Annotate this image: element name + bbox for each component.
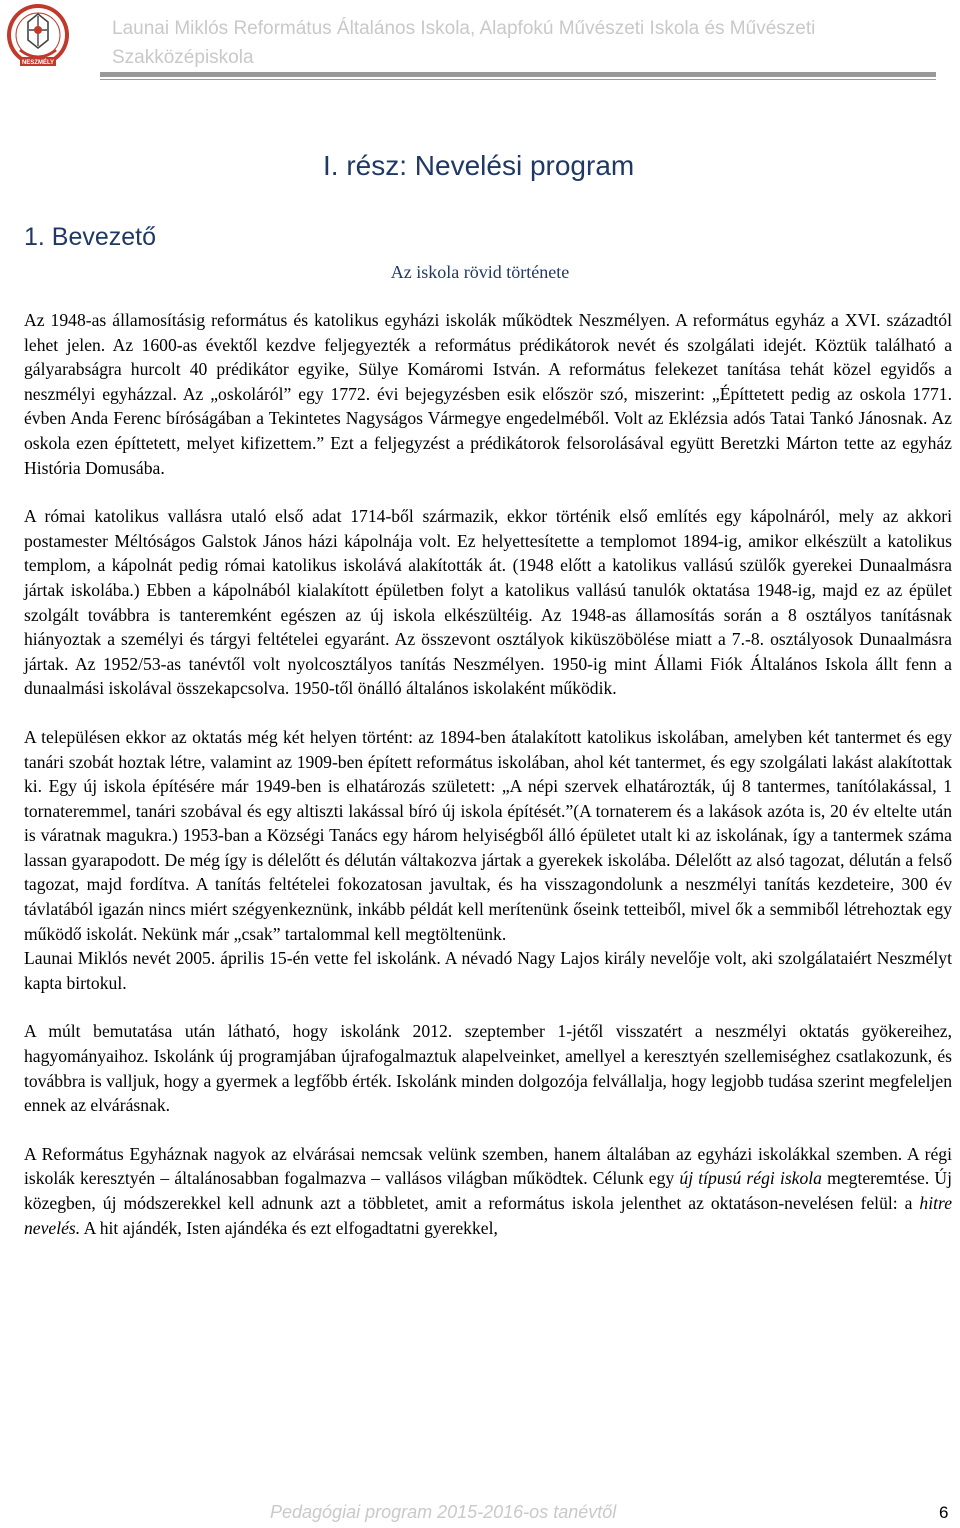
paragraph: Az 1948-as államosításig református és katolikus egyházi iskolák működtek Neszmélyen. A református egyház a XVI. századtól lehet jelen. Az 1600-as évektől kezdve feljegyezték a református prédikátorok nevét és szolgálati idejét. Köztük található a gályarabságra hurcolt 40 prédikátor egyike, Sülye Komáromi István. A református felekezet tanítása tehát közel egyidős a neszmélyi egyházzal. Az „oskoláról” egy 1772. évi bejegyzésben esik először szó, miszerint: „Építtetett pedig az oskola 1771. évben Anda Ferenc bíróságában a Tekintetes Nagyságos Vármegye engedelméből. Volt az Eklézsia adós Tatai Tankó Jánosnak. Az oskola ezen építtetett, melyet kifizettem.” Ezt a feljegyzést a prédikátorok felsorolásával együtt Beretzki Márton tette az egyház História Domusába. [24,310,952,478]
page-number: 6 [939,1503,949,1522]
paragraph: Launai Miklós nevét 2005. április 15-én vette fel iskolánk. A névadó Nagy Lajos király nevelője volt, aki szolgálataiért Neszmélyt kapta birtokul. [24,948,952,993]
page-header [0,0,960,82]
section-title: 1. Bevezető [24,223,157,251]
footer-text: Pedagógiai program 2015-2016-os tanévtől [270,1502,617,1522]
body-text [24,284,952,1264]
svg-text:NESZMÉLY: NESZMÉLY [21,60,55,66]
paragraph: A római katolikus vallásra utaló első adat 1714-ből származik, ekkor történik első említés egy kápolnáról, mely az akkori postamester Méltóságos Galstok János házi kápolnája volt. Ez helyettesítette a templomot 1894-ig, amikor elkészült a katolikus templom, a kápolnát pedig római katolikus iskolává alakították át. (1948 előtt a katolikus vallású szülők gyerekei Dunaalmásra jártak iskolába.) Ebben a kápolnából kialakított épületben folyt a katolikus vallású tanulók oktatása 1948-ig, majd ez az épület szolgált továbbra is tanteremként egészen az új iskola elkészültéig. Az 1948-as államosítás során a 8 osztályos tanításnak hiányoztak a személyi és tárgyi feltételei egyaránt. Az összevont osztályok kiküszöbölése miatt a 7.-8. osztályosok Dunaalmásra jártak. Az 1952/53-as tanévtől volt nyolcosztályos tanítás Neszmélyen. 1950-ig mint Állami Fiók Általános Iskola állt fenn a dunaalmási iskolával összekapcsolva. 1950-től önálló általános iskolaként működik. [24,506,952,699]
subsection-title: Az iskola rövid története [390,262,570,282]
text-run: A hit ajándék, Isten ajándéka és ezt elfogadtatni gyerekkel, [80,1217,498,1238]
paragraph-last [24,1142,952,1240]
header-institution-name: Launai Miklós Református Általános Iskola, Alapfokú Művészeti Iskola és Művészeti Szakközépiskola [112,18,816,68]
header-rule [100,72,936,77]
text-run: megteremtése. Új közegben, új módszerekkel kell adnunk azt a többletet, amit a református iskola jelenthet az oktatáson-nevelésen felül: a [24,1168,953,1213]
paragraph: A múlt bemutatása után látható, hogy iskolánk 2012. szeptember 1-jétől visszatért a neszmélyi oktatás gyökereihez, hagyományaihoz. Iskolánk új programjában újrafogalmaztuk alapelveinket, amellyel a keresztyén szellemiséghez csatlakozunk, és továbbra is valljuk, hogy a gyermek a legfőbb érték. Iskolánk minden dolgozója felvállalja, hogy legjobb tudása szerint megfeleljen ennek az elvárásnak. [24,1021,952,1116]
paragraph: A településen ekkor az oktatás még két helyen történt: az 1894-ben átalakított katolikus iskolában, amelyben két tantermet és egy tanári szobát hoztak létre, valamint az 1909-ben épített református iskolában, ahol két tantermet, és egy szolgálati lakást alakítottak ki. Egy új iskola építésére már 1949-ben is elhatározás született: „A népi szervek elhatározták, új 8 tantermes, tanítólakással, 1 tornateremmel, tanári szobával és egy altiszti lakással bíró új iskola építését.”(A tornaterem és a lakások azóta is, 20 év eltelte után is váratnak magukra.) 1953-ban a Községi Tanács egy három helyiségből álló épületet utalt ki az iskolának, így a tantermek száma lassan gyarapodott. De még így is délelőtt és délután váltakozva jártak a gyerekek iskolába. Délelőtt az alsó tagozat, délután a felső tagozat, majd fordítva. A tanítás feltételei fokozatosan javultak, és ha visszagondolunk a neszmélyi tanítás kezdeteire, 300 év távlatából igazán nincs miért szégyenkeznünk, inkább példát kell merítenünk őseink tetteiből, mivel ők a semmiből létrehoztak egy működő iskolát. Nekünk már „csak” tartalommal kell megtöltenünk. [24,726,952,944]
emphasis: új típusú régi iskola [679,1168,822,1189]
school-crest-logo [4,2,72,68]
text-run: A Református Egyháznak nagyok az elvárásai nemcsak velünk szemben, hanem általában az egyházi iskolákkal szemben. A régi iskolák keresztyén – általánosabban fogalmazva – vallásos világban működtek. Célunk egy [24,1143,952,1189]
part-title: I. rész: Nevelési program [323,150,635,181]
emphasis: hitre nevelés. [24,1193,952,1238]
header-rule-thin [100,79,936,80]
